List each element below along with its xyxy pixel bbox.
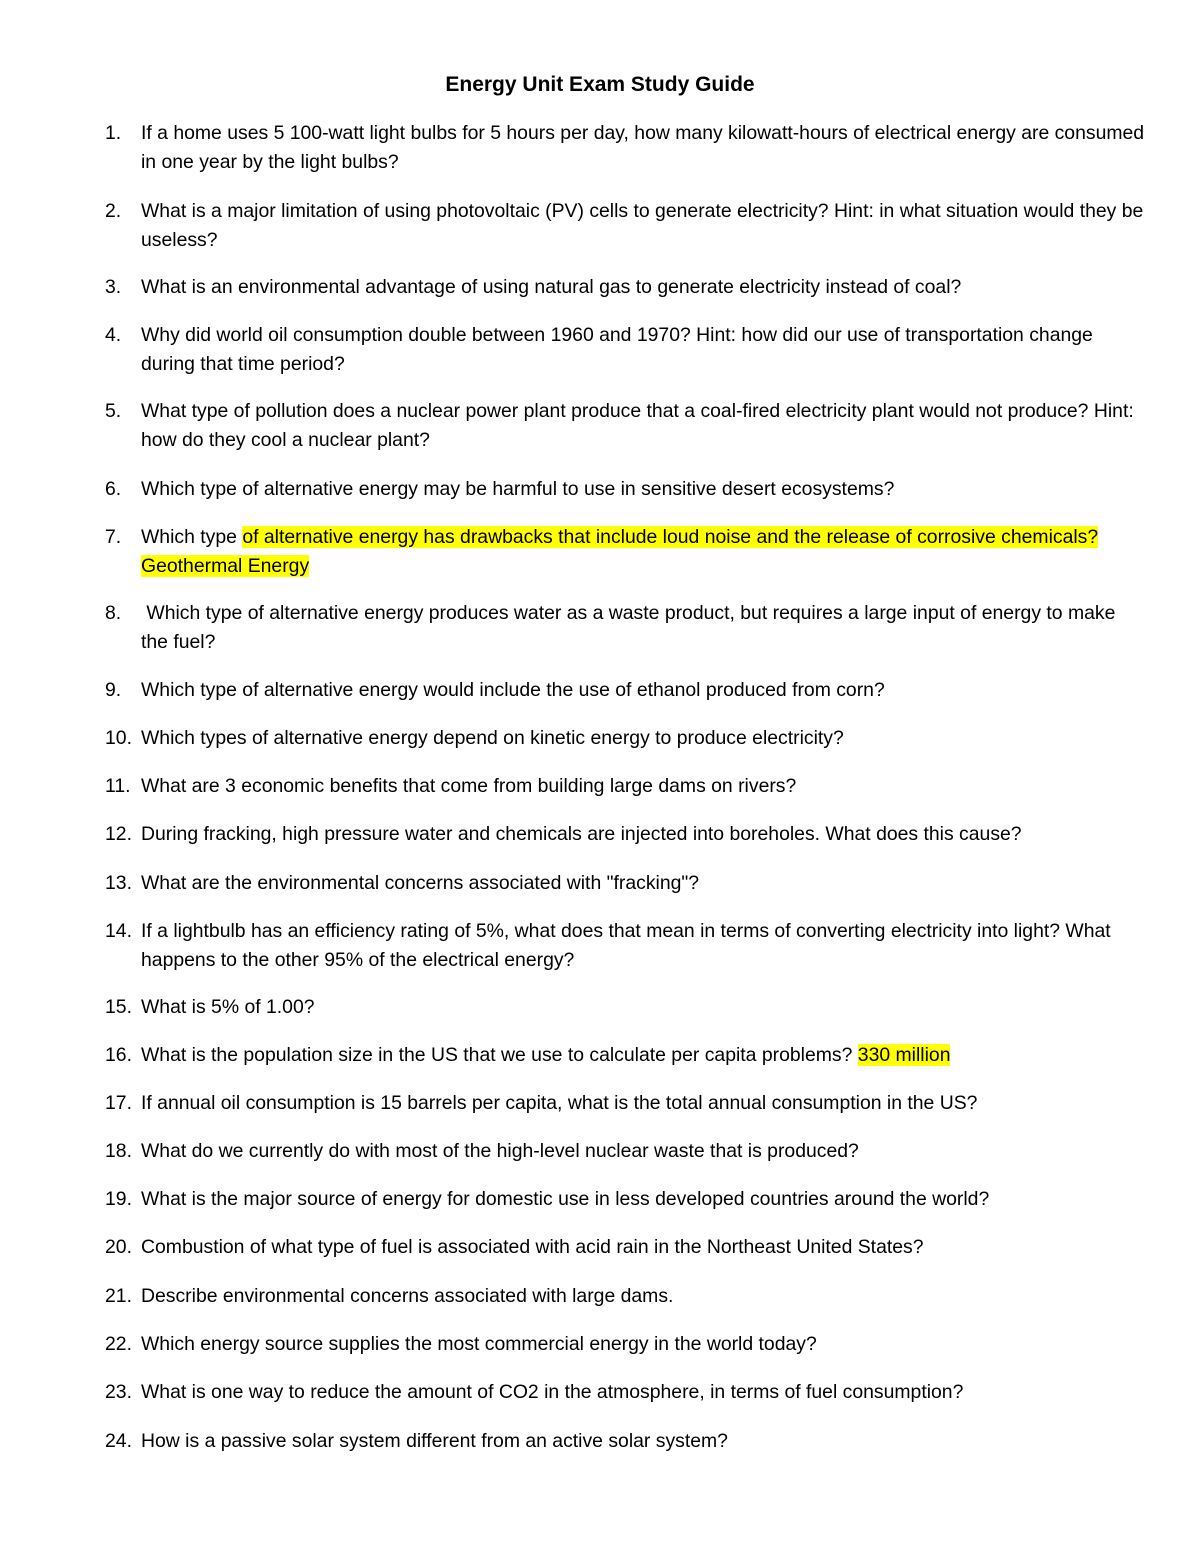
question-number: 3. [105, 276, 122, 298]
question-number: 17. [105, 1092, 132, 1114]
question-text: Which types of alternative energy depend on kinetic energy to produce electricity? [141, 727, 844, 749]
question-item [105, 724, 1145, 753]
highlighted-answer: 330 million [857, 1044, 951, 1066]
question-text: Which type of alternative energy would include the use of ethanol produced from corn? [141, 679, 885, 701]
question-number: 4. [105, 324, 122, 346]
question-item [105, 119, 1145, 176]
question-item [105, 1330, 1145, 1359]
question-number: 19. [105, 1188, 132, 1210]
question-item [105, 1282, 1145, 1311]
question-text: What is one way to reduce the amount of CO2 in the atmosphere, in terms of fuel consumption? [141, 1381, 964, 1403]
question-number: 21. [105, 1285, 132, 1307]
question-item [105, 397, 1145, 454]
question-number: 10. [105, 727, 132, 749]
question-text-plain: What is the population size in the US that we use to calculate per capita problems? [141, 1044, 858, 1066]
question-number: 2. [105, 200, 122, 222]
question-number: 24. [105, 1430, 132, 1452]
question-item [105, 772, 1145, 801]
question-number: 18. [105, 1140, 132, 1162]
question-item [105, 1137, 1145, 1166]
question-item [105, 1089, 1145, 1118]
question-item [105, 321, 1145, 378]
page-title: Energy Unit Exam Study Guide [445, 73, 755, 96]
question-item [105, 820, 1145, 849]
question-text: Combustion of what type of fuel is associated with acid rain in the Northeast United States? [141, 1236, 924, 1258]
question-text: Which energy source supplies the most commercial energy in the world today? [141, 1333, 817, 1355]
question-text: What is 5% of 1.00? [141, 996, 315, 1018]
question-item [105, 1427, 1145, 1456]
question-number: 1. [105, 122, 122, 144]
question-text: What are the environmental concerns associated with "fracking"? [141, 872, 700, 894]
question-text: Why did world oil consumption double between 1960 and 1970? Hint: how did our use of transportation change during that time period? [141, 324, 1093, 375]
question-text: Which type of alternative energy produces water as a waste product, but requires a large input of energy to make the fuel? [141, 602, 1121, 653]
question-item [105, 197, 1145, 254]
question-text: Describe environmental concerns associated with large dams. [141, 1285, 674, 1307]
question-number: 5. [105, 400, 122, 422]
question-number: 13. [105, 872, 132, 894]
question-text: If a home uses 5 100-watt light bulbs for 5 hours per day, how many kilowatt-hours of electrical energy are consumed in one year by the light bulbs? [141, 122, 1145, 173]
question-item [105, 1041, 1145, 1070]
question-text: What is a major limitation of using photovoltaic (PV) cells to generate electricity? Hint: in what situation would they be useless? [141, 200, 1144, 251]
question-number: 8. [105, 602, 122, 624]
question-number: 6. [105, 478, 122, 500]
question-text: What do we currently do with most of the high-level nuclear waste that is produced? [141, 1140, 859, 1162]
question-number: 14. [105, 920, 132, 942]
question-text: What is an environmental advantage of using natural gas to generate electricity instead of coal? [141, 276, 962, 298]
question-text: If a lightbulb has an efficiency rating of 5%, what does that mean in terms of converting electricity into light? What happens to the other 95% of the electrical energy? [141, 920, 1111, 971]
question-item [105, 1378, 1145, 1407]
question-number: 7. [105, 526, 122, 548]
question-number: 9. [105, 679, 122, 701]
question-text: What type of pollution does a nuclear power plant produce that a coal-fired electricity plant would not produce? Hint: how do they cool a nuclear plant? [141, 400, 1134, 451]
question-text: What is the major source of energy for domestic use in less developed countries around the world? [141, 1188, 990, 1210]
question-item [105, 273, 1145, 302]
question-item [105, 523, 1145, 580]
question-text: If annual oil consumption is 15 barrels per capita, what is the total annual consumption in the US? [141, 1092, 978, 1114]
question-number: 11. [105, 775, 131, 797]
question-item [105, 1233, 1145, 1262]
question-text-plain: Which type [141, 526, 243, 548]
question-text: During fracking, high pressure water and chemicals are injected into boreholes. What does this cause? [141, 823, 1022, 845]
question-number: 16. [105, 1044, 132, 1066]
question-text [141, 523, 1145, 580]
question-number: 12. [105, 823, 132, 845]
question-text: Which type of alternative energy may be harmful to use in sensitive desert ecosystems? [141, 478, 895, 500]
question-item [105, 475, 1145, 504]
question-item [105, 993, 1145, 1022]
question-item [105, 599, 1145, 656]
question-item [105, 869, 1145, 898]
question-number: 20. [105, 1236, 132, 1258]
question-item [105, 917, 1145, 974]
question-number: 15. [105, 996, 132, 1018]
question-text [141, 1041, 1145, 1070]
question-number: 22. [105, 1333, 132, 1355]
question-number: 23. [105, 1381, 132, 1403]
question-text: How is a passive solar system different from an active solar system? [141, 1430, 728, 1452]
question-item [105, 676, 1145, 705]
highlighted-answer: of alternative energy has drawbacks that include loud noise and the release of corrosive chemicals? Geothermal Energy [141, 526, 1099, 577]
question-text: What are 3 economic benefits that come from building large dams on rivers? [141, 775, 797, 797]
question-item [105, 1185, 1145, 1214]
